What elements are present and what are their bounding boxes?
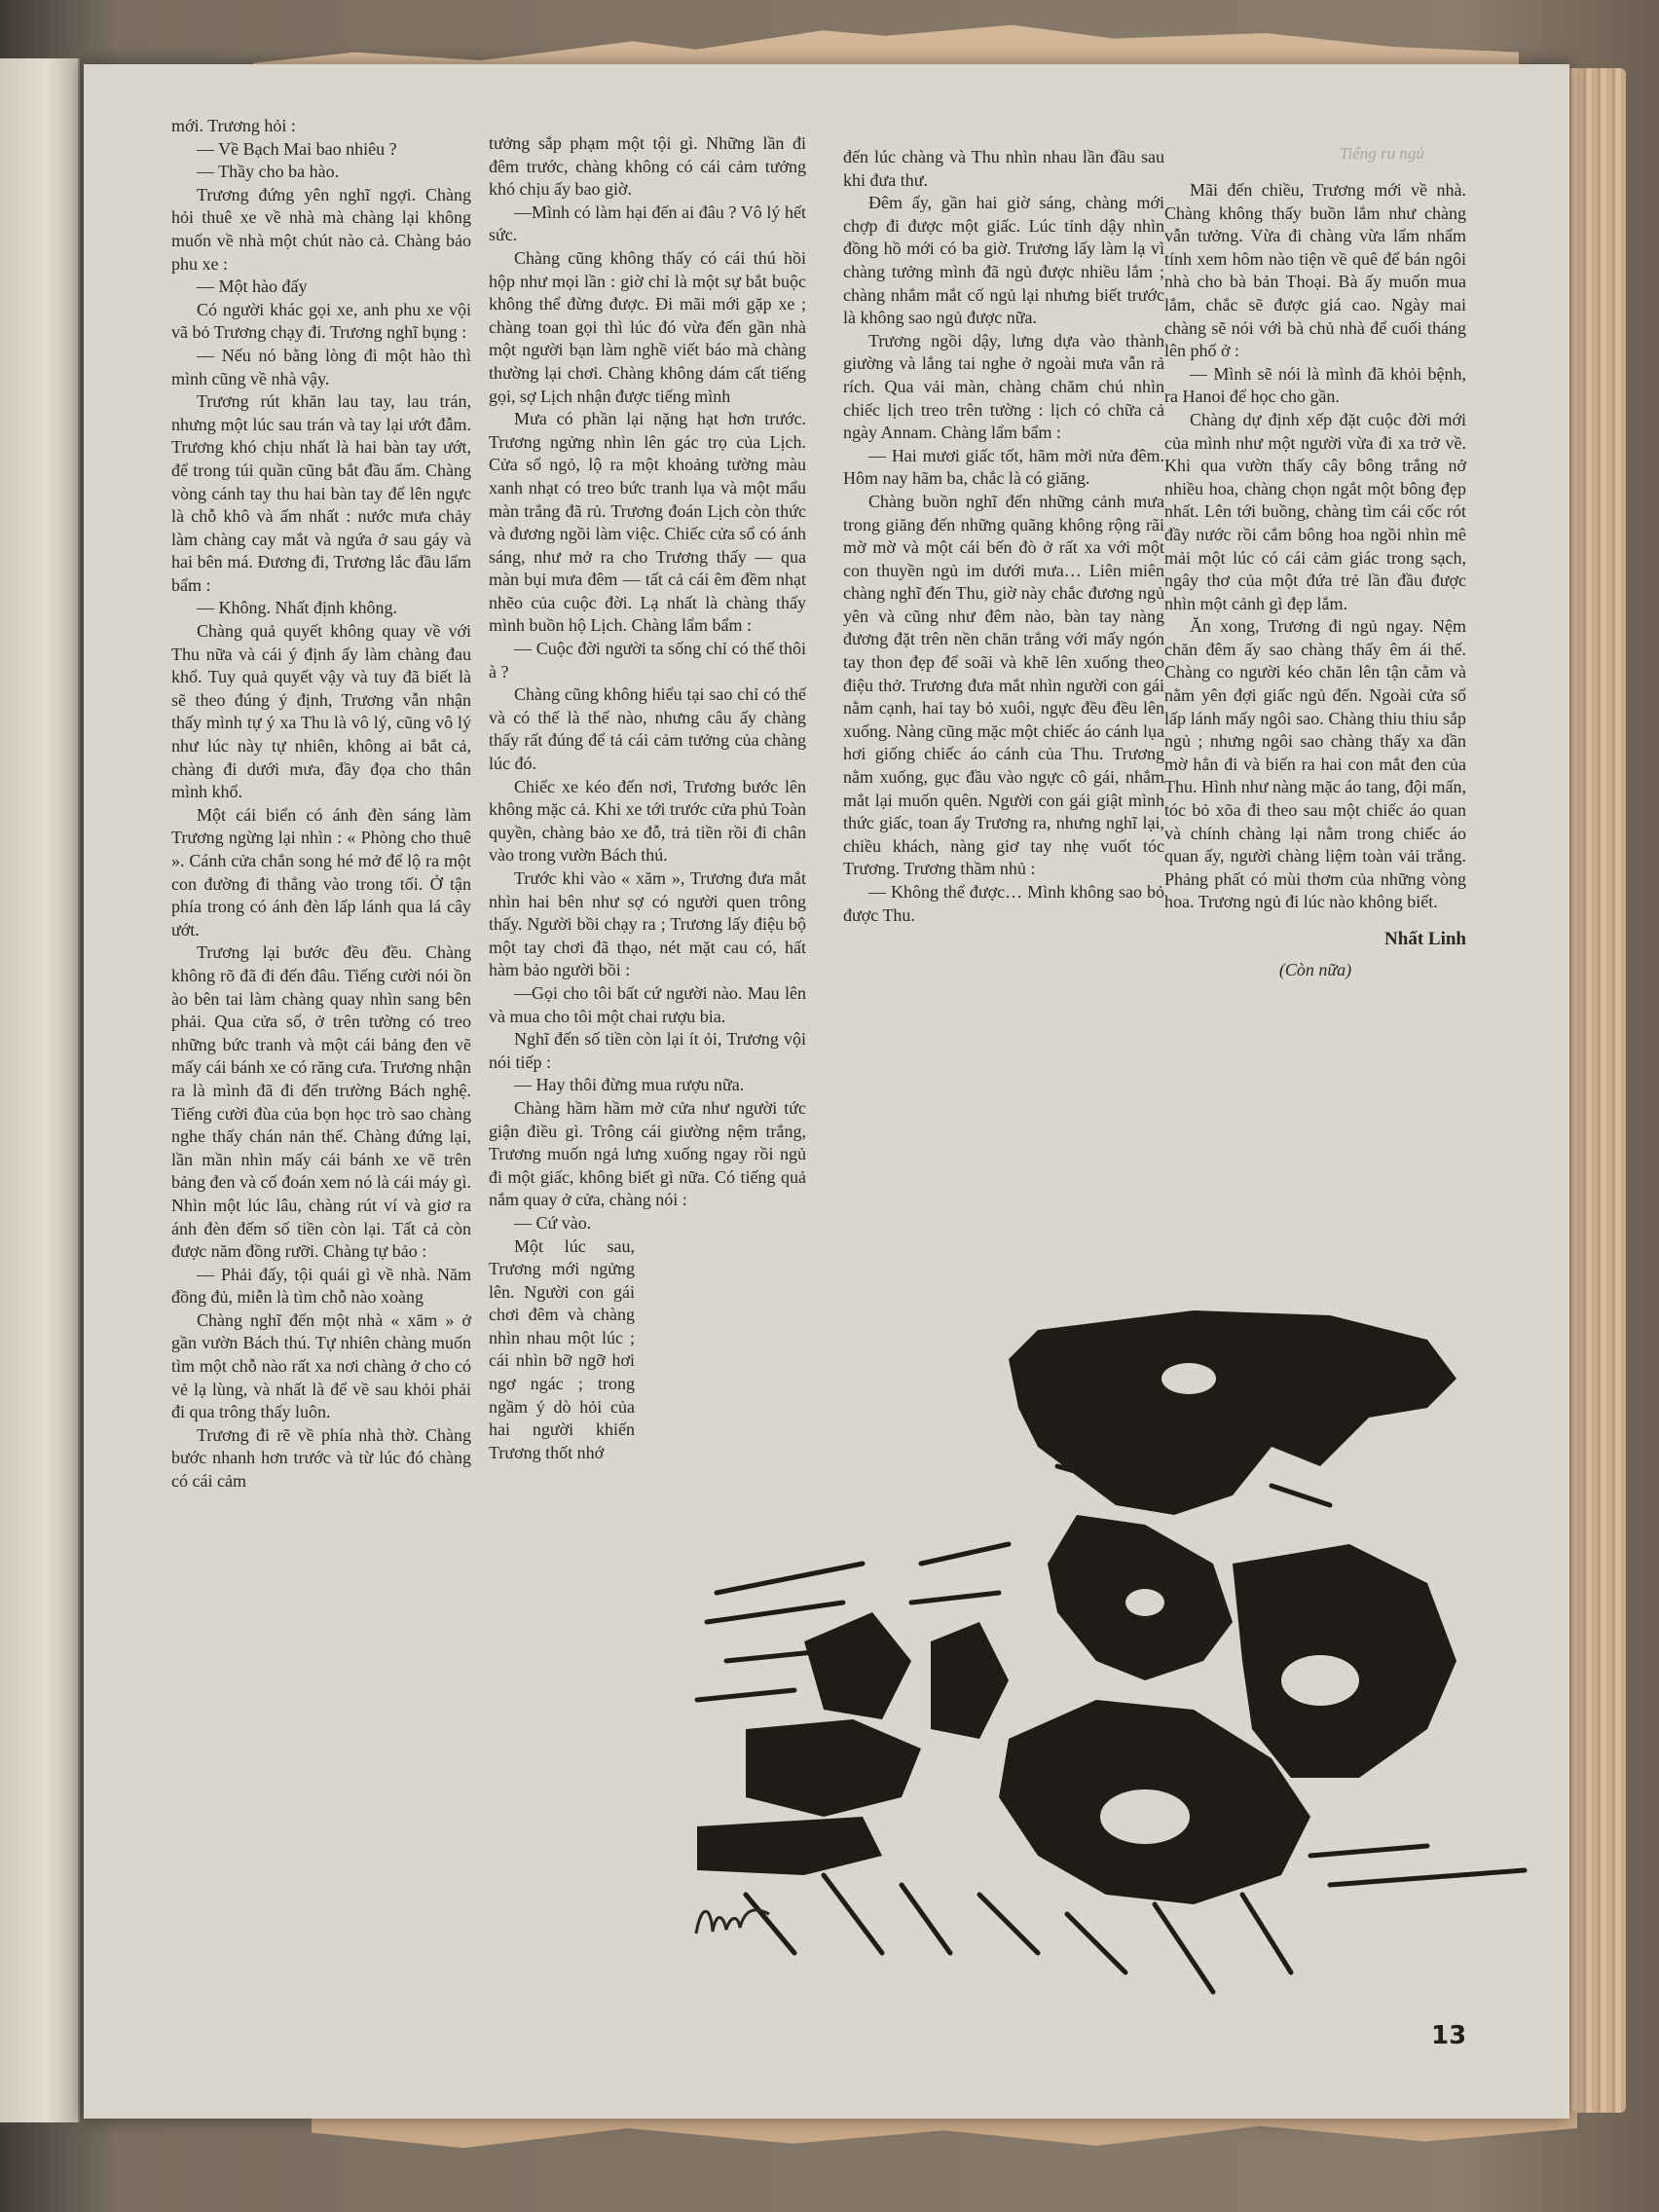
paragraph: Trước khi vào « xăm », Trương đưa mắt nhìn hai bên như sợ có người quen trông thấy. Người bồi chạy ra ; Trương lấy điệu bộ một tay chơi đã thạo, nét mặt cau có, hất hàm bảo người bồi : [489,868,806,980]
paragraph: Chàng hầm hầm mở cửa như người tức giận điều gì. Trông cái giường nệm trắng, Trương muốn ngả lưng xuống ngay rồi ngủ đi một giấc, không biết gì nữa. Có tiếng quả nắm quay ở cửa, chàng nói : [489,1097,806,1210]
paragraph: — Mình sẽ nói là mình đã khỏi bệnh, ra Hanoi để học cho gần. [1164,363,1466,407]
paragraph: Trương đi rẽ về phía nhà thờ. Chàng bước nhanh hơn trước và từ lúc đó chàng có cái cảm [171,1424,471,1492]
left-page-edge [0,58,80,2122]
paragraph: Một cái biển có ánh đèn sáng làm Trương ngừng lại nhìn : « Phòng cho thuê ». Cánh cửa chắn song hé mở để lộ ra một con đường đi thẳng vào trong tối. Ở tận phía trong có ánh đèn lấp lánh qua lá cây ướt. [171,804,471,940]
page-number: 13 [1431,2021,1467,2050]
paragraph: Một lúc sau, Trương mới ngửng lên. Người con gái chơi đêm và chàng nhìn nhau một lúc ; cái nhìn bỡ ngỡ hơi ngơ ngác ; trong ngầm ý dò hỏi của hai người khiến Trương thốt nhớ [489,1235,635,1462]
paragraph: Ăn xong, Trương đi ngủ ngay. Nệm chăn đêm ấy sao chàng thấy êm ái thế. Chàng co người kéo chăn lên tận cằm và nằm yên đợi giấc ngủ đến. Ngoài cửa sổ lấp lánh mấy ngôi sao. Chàng thiu thiu sắp ngủ ; nhưng ngôi sao chàng thấy xa dần mờ hẳn đi và biến ra hai con mắt đen của Thu. Hình như nàng mặc áo tang, đội mấn, tóc bỏ xõa đi theo sau một chiếc áo quan và chính chàng lại nằm trong chiếc áo quan ấy, người chàng liệm toàn vải trắng. Phảng phất có mùi thơm của những vòng hoa. Trương ngủ đi lúc nào không biết. [1164,616,1466,912]
column-1 [171,115,471,1493]
paragraph: — Hai mươi giấc tốt, hãm mời nửa đêm. Hôm nay hãm ba, chắc là có giăng. [843,445,1164,489]
continued-note: (Còn nữa) [1278,959,1352,979]
paragraph: — Thầy cho ba hào. [197,162,340,182]
paragraph: Chiếc xe kéo đến nơi, Trương bước lên không mặc cả. Khi xe tới trước cửa phủ Toàn quyền, chàng bảo xe đỗ, trả tiền rồi đi chân vào trong vườn Bách thú. [489,776,806,866]
paragraph: — Cứ vào. [514,1212,592,1233]
paragraph: Có người khác gọi xe, anh phu xe vội vã bỏ Trương chạy đi. Trương nghĩ bụng : [171,299,471,343]
paragraph: Chàng cũng không thấy có cái thú hồi hộp như mọi lần : giờ chỉ là một sự bắt buộc không thể đừng được. Đi mãi mới gặp xe ; chàng toan gọi thì lúc đó vừa đến gần nhà một người bạn làm nghề viết báo mà chàng thường lại chơi. Chàng không dám cất tiếng gọi, sợ Lịch nhận được tiếng mình [489,247,806,406]
column-3 [843,146,1164,927]
paragraph: —Gọi cho tôi bất cứ người nào. Mau lên và mua cho tôi một chai rượu bia. [489,982,806,1026]
paragraph: Chàng nghĩ đến một nhà « xăm » ở gần vườn Bách thú. Tự nhiên chàng muốn tìm một chỗ nào rất xa nơi chàng ở cho có vẻ lạ lùng, và nhất là để về sau khỏi phải đi qua trông thấy luôn. [171,1309,471,1422]
paragraph: Mưa có phần lại nặng hạt hơn trước. Trương ngửng nhìn lên gác trọ của Lịch. Cửa sổ ngỏ, lộ ra một khoảng tường màu xanh nhạt có treo bức tranh lụa và một mẩu màn trắng đã rủ. Trương đoán Lịch còn thức và đương ngồi làm việc. Chiếc cửa sổ có ánh sáng, như mở ra cho Trương thấy — qua màn bụi mưa đêm — tất cả cái êm đềm nhạt nhẽo của cuộc đời. Lạ nhất là chàng thấy mình buồn hộ Lịch. Chàng lẩm bẩm : [489,409,806,636]
paragraph: Trương đứng yên nghĩ ngợi. Chàng hỏi thuê xe về nhà mà chàng lại không muốn về nhà một chút nào cả. Chàng bảo phu xe : [171,184,471,274]
paragraph: Chàng cũng không hiểu tại sao chỉ có thế và có thế là thế nào, nhưng câu ấy chàng thấy rất đúng để tả cái cảm tưởng của chàng lúc đó. [489,684,806,774]
paragraph: Trương ngồi dậy, lưng dựa vào thành giường và lắng tai nghe ở ngoài mưa vẫn rả rích. Qua vải màn, chàng chăm chú nhìn chiếc lịch treo trên tường : lịch có chữa cả ngày Annam. Chàng lẩm bẩm : [843,330,1164,443]
paragraph: Đêm ấy, gần hai giờ sáng, chàng mới chợp đi được một giấc. Lúc tỉnh dậy nhìn đồng hồ mới có ba giờ. Trương lấy làm lạ vì chàng tưởng mình đã ngủ được nhiều lắm ; chàng nhắm mắt cố ngủ lại nhưng biết trước là không sao ngủ được nữa. [843,193,1164,328]
paragraph: — Một hào đấy [197,276,308,297]
paragraph: tưởng sắp phạm một tội gì. Những lần đi đêm trước, chàng không có cái cảm tưởng khó chịu ấy bao giờ. [489,133,806,200]
paragraph: Mãi đến chiều, Trương mới về nhà. Chàng không thấy buồn lắm như chàng vẫn tưởng. Vừa đi chàng vừa lẩm nhẩm tính xem hôm nào tiện về quê để bán ngôi nhà cho bà bản Thoại. Bà ấy muốn mua lắm, chắc sẽ được giá cao. Ngày mai chàng sẽ nói với bà chủ nhà để cuối tháng lên phố ở : [1164,180,1466,361]
magazine-page [84,64,1569,2119]
author-signature: Nhất Linh [1384,929,1466,949]
paragraph: — Về Bạch Mai bao nhiêu ? [197,138,397,159]
paragraph: — Cuộc đời người ta sống chỉ có thế thôi à ? [489,639,806,682]
paragraph: Trương lại bước đều đều. Chàng không rõ đã đi đến đâu. Tiếng cười nói ồn ào bên tai làm chàng quay nhìn sang bên phải. Qua cửa sổ, ở trên tường có treo những bức tranh và một cái bảng đen vẽ mấy cái bánh xe có răng cưa. Trương nhận ra là mình đã đi đến trường Bách nghệ. Tiếng cười đùa của bọn học trò sao chàng nghe thấy chán nản thế. Chàng đứng lại, lần mần nhìn mấy cái bánh xe vẽ trên bảng đen và cố đoán xem nó là cái máy gì. Nhìn một lúc lâu, chàng rút ví và giơ ra ánh đèn đếm số tiền còn lại. Tất cả còn được năm đồng rưỡi. Chàng tự bảo : [171,942,471,1262]
paragraph: — Hay thôi đừng mua rượu nữa. [514,1075,745,1095]
column-4 [1164,179,1466,981]
paragraph: — Nếu nó bằng lòng đi một hào thì mình cũng về nhà vậy. [171,345,471,388]
paragraph: mới. Trương hỏi : [171,116,296,135]
paragraph: — Phải đấy, tội quái gì về nhà. Năm đồng đủ, miễn là tìm chỗ nào xoàng [171,1264,471,1308]
paragraph: Trương rút khăn lau tay, lau trán, nhưng một lúc sau trán và tay lại ướt đẫm. Trương khó chịu nhất là hai bàn tay ướt, để trong túi quần cũng bắt đầu ẩm. Chàng vòng cánh tay thu hai bàn tay để lên ngực là chỗ khô và ấm nhất : nước mưa chảy làm chàng cay mắt và ngứa ở sau gáy và hai bên má. Đương đi, Trương lắc đầu lẩm bẩm : [171,391,471,595]
paragraph: Chàng quả quyết không quay về với Thu nữa và cái ý định ấy làm chàng đau khổ. Tuy quả quyết vậy và tuy đã biết là sẽ theo đúng ý định, Trương vẫn nhận thấy mình tự ý xa Thu là vô lý, cũng vô lý như lúc này tự nhiên, không ai bắt cả, chàng đi dưới mưa, đầy đọa cho thân mình khổ. [171,621,471,802]
column-2-narrow [489,1235,635,1465]
header-fragment: Tiếng ru ngủ [1340,144,1424,163]
column-2 [489,132,806,1464]
paragraph: Chàng buồn nghĩ đến những cảnh mưa trong giăng đến những quãng không rộng rãi mờ mờ và một cái bến đò ở rất xa với một con thuyền ngủ im dưới mưa… Liên miên chàng nghĩ đến Thu, giờ này chắc đương ngủ yên và cũng như đêm nào, bàn tay nàng đương đặt trên nền chăn trắng với mấy ngón tay thon đẹp để soãi và khẽ lên xuống theo điệu thở. Trương đưa mắt nhìn người con gái nằm cạnh, hai tay bỏ xuôi, ngực đều đều lên xuống. Nàng cũng mặc một chiếc áo cánh lụa hơi giống chiếc áo cánh của Thu. Trương nằm xuống, gục đầu vào ngực cô gái, nhắm mắt lại muốn quên. Người con gái giật mình thức giấc, toan ẩy Trương ra, nhưng nghĩ lại, chiều khách, nàng giơ tay nhẹ vuốt tóc Trương. Trương thầm nhủ : [843,491,1164,879]
artist-signature [691,1895,779,1953]
paragraph: — Không. Nhất định không. [197,598,397,618]
paragraph: Nghĩ đến số tiền còn lại ít ỏi, Trương vội nói tiếp : [489,1029,806,1072]
woodcut-illustration [687,1272,1564,2041]
paragraph: —Mình có làm hại đến ai đâu ? Vô lý hết sức. [489,202,806,245]
paragraph: — Không thể được… Mình không sao bỏ được Thu. [843,882,1164,925]
paragraph: Chàng dự định xếp đặt cuộc đời mới của mình như một người vừa đi xa trở về. Khi qua vườn thấy cây bông trắng nở nhiều hoa, chàng chọn ngắt một bông đẹp nhất. Lên tới buồng, chàng tìm cái cốc rót đầy nước rồi cắm bông hoa ngồi nhìn mê mải một lúc có cái cảm giác trong sạch, ngây thơ của một đứa trẻ lần đầu được nhìn một cảnh gì đẹp lắm. [1164,409,1466,613]
paragraph: đến lúc chàng và Thu nhìn nhau lần đầu sau khi đưa thư. [843,147,1164,190]
